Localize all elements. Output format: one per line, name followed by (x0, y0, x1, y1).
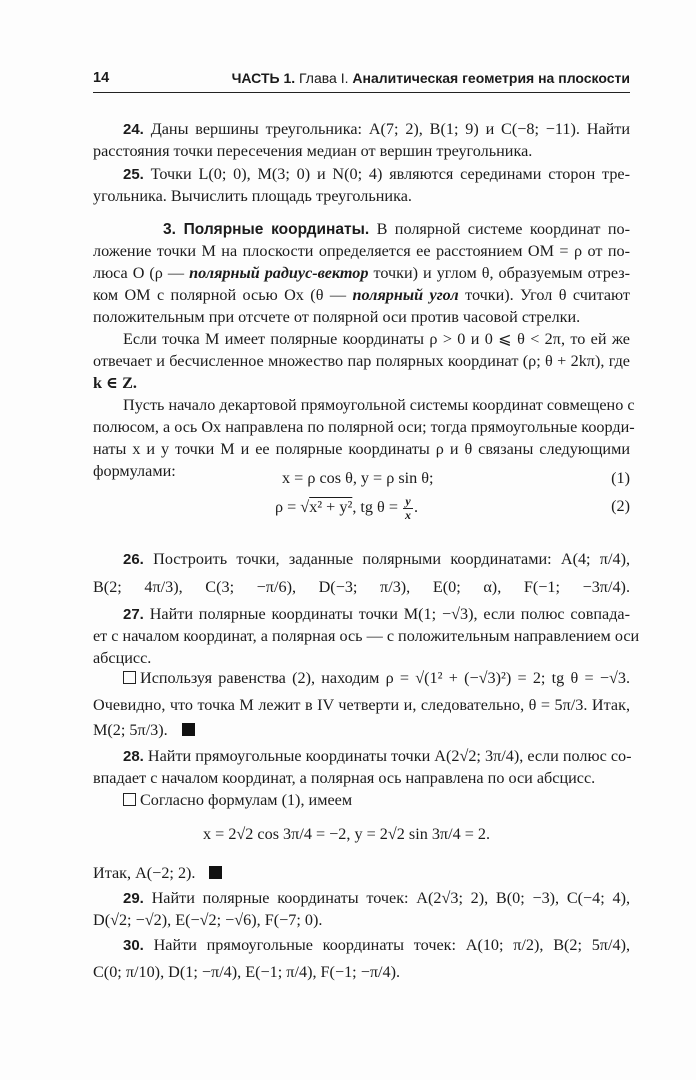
section-3-title: 3. Полярные координаты. (163, 221, 370, 238)
formula-2-rho: ρ = √ (275, 498, 310, 517)
solution-start-box-icon (123, 671, 136, 684)
problem-27-line-1 (123, 603, 630, 626)
problem-24-text-1: Даны вершины треугольника: A(7; 2), B(1; 9) и C(−8; −11). Найти (150, 120, 631, 138)
problem-27-text-3: абсцисс. (93, 649, 152, 667)
term-polar-angle: полярный угол (352, 286, 459, 304)
section-3-para3-line-3: наты x и y точки M и ее полярные координаты ρ и θ связаны следующими (93, 440, 630, 458)
problem-25-text-2: угольника. Вычислить площадь треугольника. (93, 187, 412, 205)
formula-1: x = ρ cos θ, y = ρ sin θ; (282, 469, 434, 487)
problem-25-text-1: Точки L(0; 0), M(3; 0) и N(0; 4) являются серединами сторон тре- (150, 165, 630, 183)
problem-26-text-2: B(2; 4π/3), C(3; −π/6), D(−3; π/3), E(0; α), F(−1; −3π/4). (93, 578, 630, 596)
problem-30-text-2: C(0; π/10), D(1; −π/4), E(−1; π/4), F(−1; −π/4). (93, 963, 401, 981)
page-number: 14 (93, 70, 110, 86)
section-3-para3-line-4: формулами: (93, 462, 176, 480)
formula-2-numerator: y (403, 495, 413, 509)
problem-29-text-2: D(√2; −√2), E(−√2; −√6), F(−7; 0). (93, 911, 323, 929)
term-polar-radius-vector: полярный радиус-вектор (189, 264, 369, 282)
problem-24-text-2: расстояния точки пересечения медиан от вершин треугольника. (93, 142, 533, 160)
section-3-para3-line-1: Пусть начало декартовой прямоугольной системы координат совмещено с (123, 396, 635, 414)
problem-27-number: 27. (123, 606, 144, 623)
qed-square-icon (209, 866, 222, 879)
problem-24-line-1 (123, 118, 630, 141)
problem-27-solution-text-3: M(2; 5π/3). (93, 721, 168, 739)
problem-27-solution-text-1: Используя равенства (2), находим ρ = √(1² + (−√3)²) = 2; tg θ = −√3. (140, 669, 630, 687)
problem-27-solution-line-1 (123, 667, 630, 689)
section-3-text-5: положительным при отсчете от полярной оси против часовой стрелки. (93, 308, 581, 326)
problem-25-line-1 (123, 163, 630, 186)
problem-29-number: 29. (123, 890, 144, 907)
section-3-line-3 (93, 262, 630, 284)
section-3-text-4a: ком OM с полярной осью Ox (θ — (93, 286, 347, 304)
problem-27-text-1: Найти полярные координаты точки M(1; −√3), если полюс совпада- (149, 605, 631, 623)
problem-24-number: 24. (123, 121, 144, 138)
header-part: ЧАСТЬ 1. (231, 70, 296, 86)
problem-25-number: 25. (123, 166, 144, 183)
problem-28-solution-line-2 (93, 862, 630, 884)
problem-26-number: 26. (123, 551, 144, 568)
section-3-para2-line-3: k ∈ Z. (93, 374, 137, 392)
problem-28-solution-line-1 (123, 789, 630, 811)
problem-27-solution-line-3 (93, 719, 630, 741)
section-3-text-3c: точки) и углом θ, образуемым отрез- (373, 264, 630, 282)
formula-2-tg: , tg θ = (352, 498, 398, 517)
section-3-text-3a: люса O (ρ — (93, 264, 185, 282)
problem-28-number: 28. (123, 748, 144, 765)
problem-28-solution-text-2: Итак, A(−2; 2). (93, 864, 196, 882)
section-3-para2-line-1: Если точка M имеет полярные координаты ρ > 0 и 0 ⩽ θ < 2π, то ей же (123, 330, 630, 348)
problem-27-solution-text-2: Очевидно, что точка M лежит в IV четверти и, следовательно, θ = 5π/3. Итак, (93, 696, 630, 714)
problem-30-text-1: Найти прямоугольные координаты точек: A(10; π/2), B(2; 5π/4), (153, 936, 631, 954)
section-3-line-1 (163, 218, 630, 241)
problem-28-solution-text-1: Согласно формулам (1), имеем (140, 791, 353, 809)
running-header (232, 70, 630, 86)
section-3-para2-line-2: отвечает и бесчисленное множество пар полярных координат (ρ; θ + 2kπ), где (93, 352, 630, 370)
problem-28-line-1 (123, 745, 630, 768)
section-3-text-2: ложение точки M на плоскости определяется ее расстоянием OM = ρ от по- (93, 242, 630, 260)
problem-26-line-1 (123, 548, 630, 571)
problem-30-number: 30. (123, 937, 144, 954)
header-rule (93, 92, 630, 93)
problem-30-line-1 (123, 934, 630, 957)
formula-2-fraction (403, 495, 413, 522)
solution-start-box-icon (123, 793, 136, 806)
formula-2: ρ = √x² + y², tg θ = $\frac{y}{x}$ . (275, 494, 419, 522)
formula-1-number: (1) (611, 469, 630, 487)
qed-square-icon (182, 723, 195, 736)
formula-2-radicand: x² + y² (309, 498, 353, 517)
problem-27-text-2: ет с началом координат, а полярная ось — с положительным направлением оси (93, 627, 640, 645)
header-chapter: Глава I. (299, 70, 349, 86)
formula-2-denominator: x (405, 508, 412, 522)
problem-29-text-1: Найти полярные координаты точек: A(2√3; 2), B(0; −3), C(−4; 4), (151, 889, 631, 907)
section-3-text-1: В полярной системе координат по- (376, 220, 630, 238)
problem-28-text-1: Найти прямоугольные координаты точки A(2√2; 3π/4), если полюс со- (147, 747, 632, 765)
section-3-line-4 (93, 284, 630, 306)
header-chapter-title: Аналитическая геометрия на плоскости (352, 70, 630, 86)
section-3-text-4c: точки). Угол θ считают (465, 286, 630, 304)
problem-26-text-1: Построить точки, заданные полярными координатами: A(4; π/4), (153, 550, 631, 568)
problem-28-text-2: впадает с началом координат, а полярная ось направлена по оси абсцисс. (93, 769, 596, 787)
formula-2-number: (2) (611, 497, 630, 515)
problem-28-equation: x = 2√2 cos 3π/4 = −2, y = 2√2 sin 3π/4 = 2. (203, 825, 491, 843)
problem-29-line-1 (123, 887, 630, 910)
section-3-para3-line-2: полюсом, а ось Ox направлена по полярной оси; тогда прямоугольные коорди- (93, 418, 635, 436)
